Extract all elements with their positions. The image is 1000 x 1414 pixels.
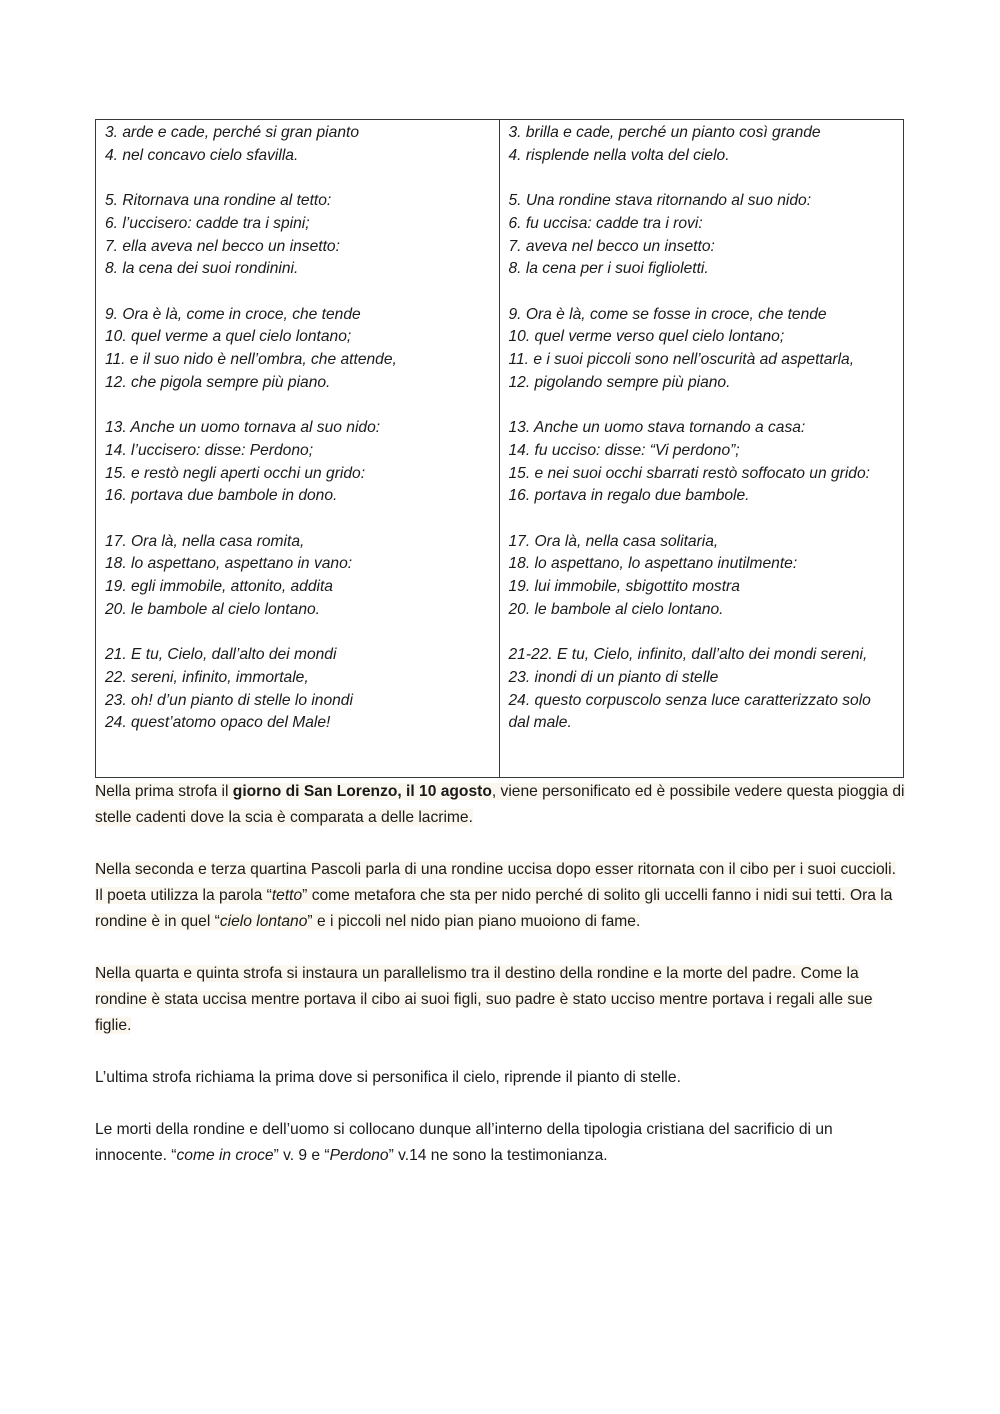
verse-line: 12. che pigola sempre più piano.	[105, 373, 331, 391]
verse-line: 5. Ritornava una rondine al tetto:	[105, 192, 332, 210]
stanza	[509, 122, 896, 167]
stanza	[509, 304, 896, 395]
verse-line: 23. inondi di un pianto di stelle	[508, 668, 719, 686]
verse-line: 17. Ora là, nella casa romita,	[105, 532, 305, 550]
highlighted-text	[95, 861, 896, 930]
italic-text: Perdono	[329, 1147, 389, 1164]
stanza	[105, 190, 491, 281]
verse-line: 6. fu uccisa: cadde tra i rovi:	[508, 214, 703, 232]
original-text-column	[96, 120, 500, 777]
verse-line: 5. Una rondine stava ritornando al suo nido:	[508, 192, 812, 210]
verse-line: 21. E tu, Cielo, dall’alto dei mondi	[105, 646, 337, 664]
text-run: ” v. 9 e “	[273, 1147, 330, 1164]
bold-text: giorno di San Lorenzo, il 10 agosto	[232, 783, 492, 800]
verse-line: 14. fu ucciso: disse: “Vi perdono”;	[508, 441, 740, 459]
commentary	[95, 779, 907, 1195]
verse-line: 23. oh! d’un pianto di stelle lo inondi	[105, 691, 353, 709]
stanza	[105, 304, 491, 395]
text-run: ” e i piccoli nel nido pian piano muoiono di fame.	[307, 913, 641, 930]
verse-line: 3. brilla e cade, perché un pianto così grande	[508, 124, 821, 141]
stanza	[105, 644, 491, 735]
verse-line: 24. questo corpuscolo senza luce caratterizzato solo dal male.	[508, 691, 871, 732]
verse-line: 7. aveva nel becco un insetto:	[508, 237, 715, 255]
verse-line: 11. e il suo nido è nell’ombra, che attende,	[105, 351, 397, 368]
verse-line: 19. egli immobile, attonito, addita	[105, 578, 333, 595]
verse-line: 14. l’uccisero: disse: Perdono;	[105, 441, 314, 459]
verse-line: 10. quel verme a quel cielo lontano;	[105, 328, 352, 346]
verse-line: 8. la cena dei suoi rondinini.	[105, 260, 299, 278]
verse-line: 17. Ora là, nella casa solitaria,	[508, 532, 719, 550]
verse-line: 15. e restò negli aperti occhi un grido:	[105, 464, 366, 482]
text-run: Nella seconda e terza quartina Pascoli parla di una rondine uccisa dopo esser ritornata con il cibo per i suoi cuccioli. Il poeta utilizza la parola “	[95, 861, 896, 904]
verse-line: 4. nel concavo cielo sfavilla.	[105, 146, 299, 164]
commentary-paragraph	[95, 961, 907, 1039]
verse-line: 15. e nei suoi occhi sbarrati restò soffocato un grido:	[508, 464, 870, 482]
stanza	[105, 122, 491, 167]
italic-text: tetto	[271, 887, 303, 904]
verse-line: 7. ella aveva nel becco un insetto:	[105, 237, 340, 255]
italic-text: cielo lontano	[219, 913, 308, 930]
verse-line: 16. portava in regalo due bambole.	[508, 487, 750, 505]
highlighted-text	[95, 783, 905, 826]
stanza	[509, 531, 896, 622]
stanza	[509, 190, 896, 281]
text-run: Le morti della rondine e dell’uomo si collocano dunque all’interno della tipologia cristiana del sacrificio di un innocente. “	[95, 1121, 833, 1164]
commentary-paragraph	[95, 779, 907, 831]
verse-line: 8. la cena per i suoi figlioletti.	[508, 260, 709, 278]
stanza	[105, 417, 491, 508]
verse-line: 19. lui immobile, sbigottito mostra	[508, 578, 740, 595]
verse-line: 16. portava due bambole in dono.	[105, 487, 338, 505]
commentary-paragraph	[95, 857, 907, 935]
italic-text: come in croce	[176, 1147, 274, 1164]
highlighted-text: Nella quarta e quinta strofa si instaura un parallelismo tra il destino della rondine e la morte del padre. Come la rondine è stata uccisa mentre portava il cibo ai suoi figli, suo padre è stato ucciso mentre portava i regali alle sue figlie.	[95, 965, 873, 1034]
verse-line: 18. lo aspettano, lo aspettano inutilmente:	[508, 555, 798, 573]
verse-line: 9. Ora è là, come in croce, che tende	[105, 305, 361, 323]
verse-line: 22. sereni, infinito, immortale,	[105, 668, 309, 686]
verse-line: 6. l’uccisero: cadde tra i spini;	[105, 214, 310, 232]
poem-comparison-table	[95, 119, 904, 778]
text-run: L’ultima strofa richiama la prima dove si personifica il cielo, riprende il pianto di stelle.	[95, 1069, 681, 1086]
verse-line: 9. Ora è là, come se fosse in croce, che tende	[508, 305, 827, 323]
commentary-paragraph	[95, 1117, 907, 1169]
text-run: ” v.14 ne sono la testimonianza.	[388, 1147, 608, 1164]
text-run: ” come metafora che sta per nido perché di solito gli uccelli fanno i nidi sui tetti. Ora la rondine è in quel “	[95, 887, 893, 930]
paraphrase-column	[500, 120, 904, 777]
stanza	[105, 531, 491, 622]
verse-line: 11. e i suoi piccoli sono nell’oscurità ad aspettarla,	[508, 351, 855, 368]
stanza	[509, 417, 896, 508]
verse-line: 13. Anche un uomo tornava al suo nido:	[105, 419, 381, 437]
verse-line: 24. quest’atomo opaco del Male!	[105, 714, 331, 732]
text-run: Nella prima strofa il	[95, 783, 233, 800]
verse-line: 20. le bambole al cielo lontano.	[105, 600, 320, 618]
commentary-paragraph	[95, 1065, 907, 1091]
verse-line: 10. quel verme verso quel cielo lontano;	[508, 328, 785, 346]
text-run: , viene personificato ed è possibile vedere questa pioggia di stelle cadenti dove la scia è comparata a delle lacrime.	[95, 783, 905, 826]
verse-line: 18. lo aspettano, aspettano in vano:	[105, 555, 353, 573]
verse-line: 4. risplende nella volta del cielo.	[508, 146, 730, 164]
verse-line: 3. arde e cade, perché si gran pianto	[105, 124, 359, 141]
verse-line: 12. pigolando sempre più piano.	[508, 373, 731, 391]
verse-line: 21-22. E tu, Cielo, infinito, dall’alto dei mondi sereni,	[508, 646, 868, 664]
stanza	[509, 644, 896, 735]
verse-line: 20. le bambole al cielo lontano.	[508, 600, 724, 618]
verse-line: 13. Anche un uomo stava tornando a casa:	[508, 419, 806, 437]
